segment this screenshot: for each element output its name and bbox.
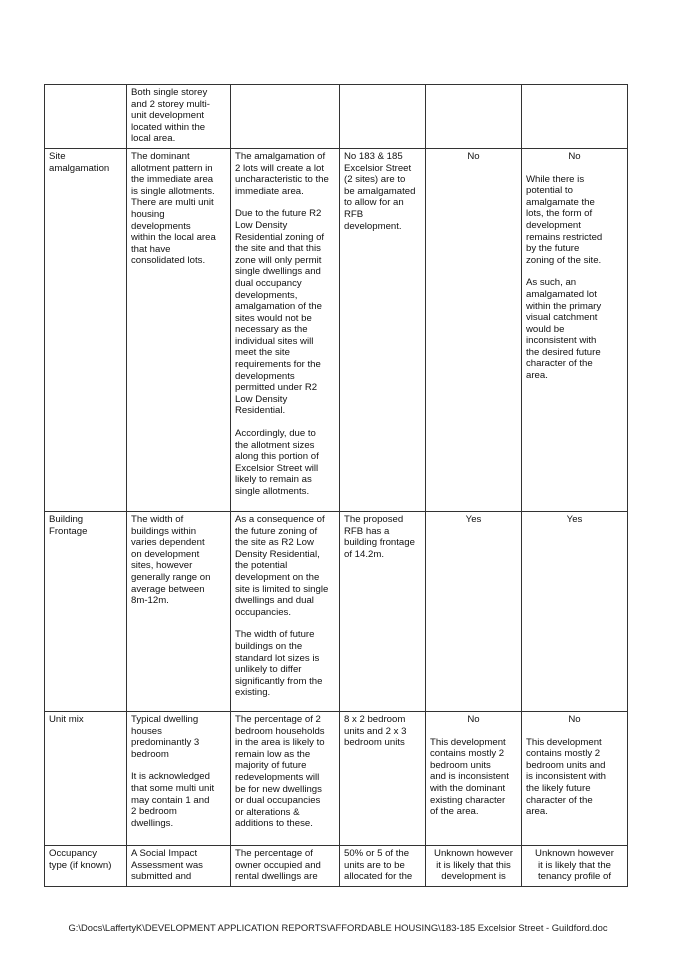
cell-paragraph: The amalgamation of 2 lots will create a lot uncharacteristic to the immediate area. bbox=[235, 150, 329, 197]
cell-paragraph: Due to the future R2 Low Density Residential zoning of the site and that this zone will only permit single dwellings and dual occupancy developments, amalgamation of the sites would not be necessary as the individual sites will meet the site requirements for the developments permitted under R2 Low Density Residential. bbox=[235, 208, 325, 417]
proposal-cell bbox=[340, 845, 426, 886]
consistent-future-cell bbox=[522, 148, 628, 511]
cell-paragraph: No bbox=[467, 150, 480, 162]
cell-paragraph: As such, an amalgamated lot within the primary visual catchment would be inconsistent with the desired future character of the area. bbox=[526, 277, 602, 382]
file-path-footer: G:\Docs\LaffertyK\DEVELOPMENT APPLICATION REPORTS\AFFORDABLE HOUSING\183-185 Excelsior Street - Guildford.doc bbox=[68, 922, 608, 933]
criterion-cell: Building Frontage bbox=[45, 511, 127, 711]
cell-paragraph: 50% or 5 of the units are to be allocated for the bbox=[344, 847, 413, 883]
proposal-cell bbox=[340, 85, 426, 149]
consistent-existing-cell bbox=[426, 845, 522, 886]
proposal-cell bbox=[340, 711, 426, 845]
local-area-cell bbox=[127, 845, 231, 886]
consistent-existing-cell bbox=[426, 711, 522, 845]
cell-paragraph: Unknown however it is likely that this development is bbox=[434, 847, 513, 883]
cell-paragraph: Yes bbox=[566, 513, 583, 525]
cell-paragraph: A Social Impact Assessment was submitted and bbox=[131, 847, 203, 883]
consistent-future-cell bbox=[522, 85, 628, 149]
cell-paragraph: The percentage of owner occupied and rental dwellings are bbox=[235, 847, 321, 883]
future-character-cell bbox=[231, 85, 340, 149]
cell-paragraph: The dominant allotment pattern in the immediate area is single allotments. There are multi unit housing developments within the local area that have consolidated lots. bbox=[131, 150, 216, 267]
table-row bbox=[45, 711, 628, 845]
consistent-future-cell bbox=[522, 711, 628, 845]
cell-paragraph: The percentage of 2 bedroom households in the area is likely to remain low as the majority of future redevelopments will be for new dwellings or dual occupancies or alterations & additions to these. bbox=[235, 713, 325, 830]
future-character-cell bbox=[231, 845, 340, 886]
cell-paragraph: As a consequence of the future zoning of the site as R2 Low Density Residential, the potential development on the site is limited to single dwellings and dual occupancies. bbox=[235, 513, 329, 618]
table-row bbox=[45, 85, 628, 149]
cell-paragraph: Yes bbox=[465, 513, 482, 525]
cell-paragraph: No bbox=[568, 713, 581, 725]
table-row bbox=[45, 845, 628, 886]
future-character-cell bbox=[231, 711, 340, 845]
cell-paragraph: This development contains mostly 2 bedroom units and is inconsistent with the dominant existing character of the area. bbox=[430, 736, 509, 818]
future-character-cell bbox=[231, 511, 340, 711]
consistent-existing-cell bbox=[426, 148, 522, 511]
table-row bbox=[45, 511, 628, 711]
cell-paragraph: The width of future buildings on the standard lot sizes is unlikely to differ significantly from the existing. bbox=[235, 629, 323, 699]
cell-paragraph: No bbox=[467, 713, 480, 725]
table-row bbox=[45, 148, 628, 511]
cell-paragraph: Typical dwelling houses predominantly 3 bedroom bbox=[131, 713, 200, 760]
cell-paragraph: No 183 & 185 Excelsior Street (2 sites) are to be amalgamated to allow for an RFB development. bbox=[344, 150, 416, 232]
criterion-cell bbox=[45, 85, 127, 149]
criterion-cell: Occupancy type (if known) bbox=[45, 845, 127, 886]
consistent-existing-cell bbox=[426, 511, 522, 711]
local-area-cell bbox=[127, 711, 231, 845]
cell-paragraph: The width of buildings within varies dependent on development sites, however generally range on average between 8m-12m. bbox=[131, 513, 211, 607]
future-character-cell bbox=[231, 148, 340, 511]
consistent-existing-cell bbox=[426, 85, 522, 149]
cell-paragraph: Unknown however it is likely that the tenancy profile of bbox=[535, 847, 614, 883]
cell-paragraph: Both single storey and 2 storey multi- unit development located within the local area. bbox=[131, 87, 210, 145]
local-area-cell bbox=[127, 511, 231, 711]
cell-paragraph: It is acknowledged that some multi unit may contain 1 and 2 bedroom dwellings. bbox=[131, 771, 215, 829]
proposal-cell bbox=[340, 511, 426, 711]
proposal-cell bbox=[340, 148, 426, 511]
criterion-cell: Site amalgamation bbox=[45, 148, 127, 511]
consistent-future-cell bbox=[522, 511, 628, 711]
criterion-cell: Unit mix bbox=[45, 711, 127, 845]
cell-paragraph: No bbox=[568, 150, 581, 162]
cell-paragraph: 8 x 2 bedroom units and 2 x 3 bedroom units bbox=[344, 713, 407, 749]
cell-paragraph: The proposed RFB has a building frontage of 14.2m. bbox=[344, 513, 415, 560]
cell-paragraph: Accordingly, due to the allotment sizes along this portion of Excelsior Street will likely to remain as single allotments. bbox=[235, 428, 319, 497]
consistent-future-cell bbox=[522, 845, 628, 886]
local-area-cell bbox=[127, 148, 231, 511]
local-area-cell bbox=[127, 85, 231, 149]
assessment-table bbox=[44, 84, 628, 887]
cell-paragraph: While there is potential to amalgamate the lots, the form of development remains restricted by the future zoning of the site. bbox=[526, 173, 603, 266]
table-body bbox=[45, 85, 628, 887]
cell-paragraph: This development contains mostly 2 bedroom units and is inconsistent with the likely future character of the area. bbox=[526, 736, 606, 818]
